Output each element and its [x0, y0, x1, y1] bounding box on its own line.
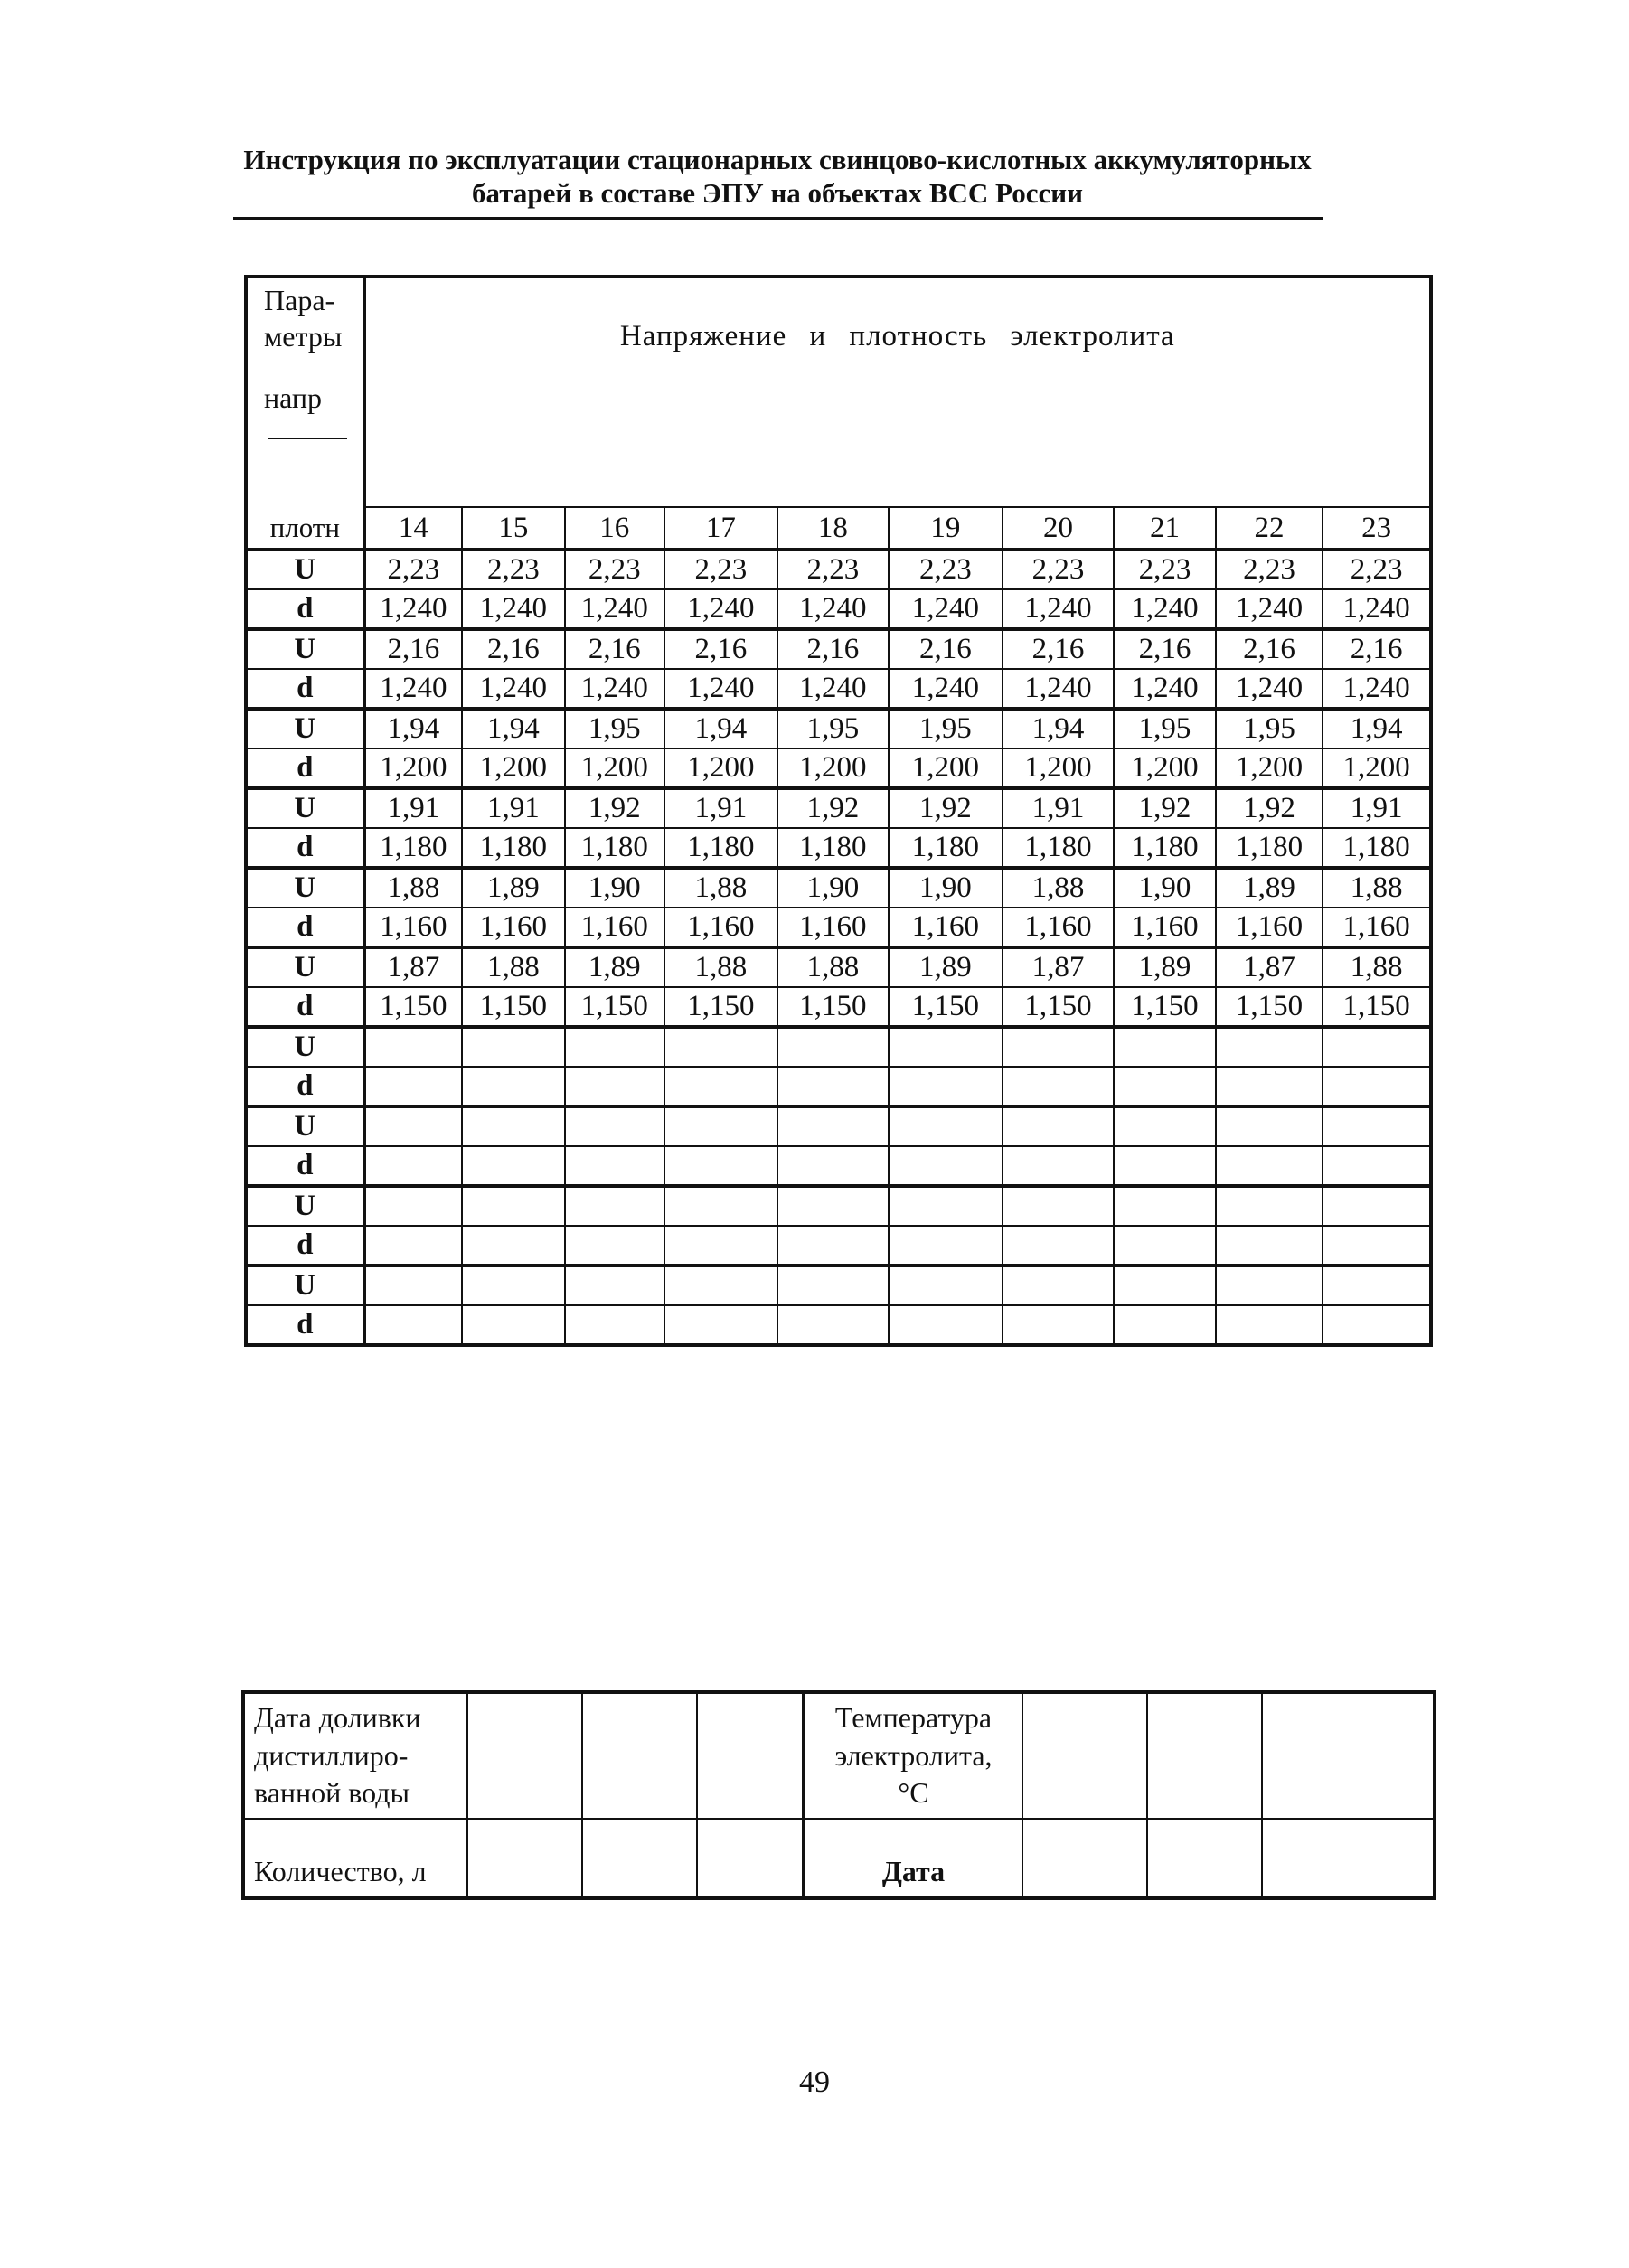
param-label: d	[246, 1226, 364, 1266]
value-cell: 1,87	[1216, 947, 1323, 987]
value-cell: 1,150	[1216, 987, 1323, 1027]
value-cell: 1,88	[777, 947, 890, 987]
table-row	[246, 1146, 1431, 1186]
value-cell[interactable]	[1003, 1067, 1115, 1106]
value-cell: 1,89	[1114, 947, 1216, 987]
value-cell: 2,23	[1323, 550, 1431, 589]
value-cell: 1,180	[1003, 828, 1115, 868]
value-cell[interactable]	[1003, 1226, 1115, 1266]
value-cell: 2,23	[565, 550, 664, 589]
table-row	[246, 709, 1431, 748]
value-cell[interactable]	[889, 1186, 1003, 1226]
value-cell: 1,200	[777, 748, 890, 788]
value-cell: 1,160	[777, 908, 890, 947]
value-cell[interactable]	[1114, 1186, 1216, 1226]
value-cell[interactable]	[1216, 1027, 1323, 1067]
params-divider	[268, 438, 347, 439]
header-line-2: батарей в составе ЭПУ на объектах ВСС России	[472, 177, 1083, 210]
value-cell: 1,90	[565, 868, 664, 908]
value-cell[interactable]	[1003, 1146, 1115, 1186]
value-cell[interactable]	[889, 1146, 1003, 1186]
value-cell[interactable]	[1003, 1266, 1115, 1305]
value-cell[interactable]	[364, 1106, 462, 1146]
value-cell[interactable]	[664, 1266, 777, 1305]
value-cell: 1,150	[462, 987, 565, 1027]
params-label-1: Пара-	[264, 284, 335, 316]
value-cell: 1,180	[1323, 828, 1431, 868]
voltage-density-table	[244, 275, 1433, 1347]
value-cell: 1,94	[364, 709, 462, 748]
value-cell: 2,16	[462, 629, 565, 669]
value-cell: 2,16	[1114, 629, 1216, 669]
value-cell[interactable]	[664, 1027, 777, 1067]
value-cell[interactable]	[1323, 1106, 1431, 1146]
value-cell[interactable]	[664, 1305, 777, 1345]
value-cell: 1,180	[777, 828, 890, 868]
value-cell: 1,160	[889, 908, 1003, 947]
value-cell: 1,150	[565, 987, 664, 1027]
value-cell: 1,150	[889, 987, 1003, 1027]
value-cell: 1,91	[1323, 788, 1431, 828]
table-row	[246, 868, 1431, 908]
table-row	[246, 629, 1431, 669]
value-cell[interactable]	[565, 1186, 664, 1226]
value-cell: 1,160	[1114, 908, 1216, 947]
temperature-cell[interactable]	[1147, 1692, 1262, 1819]
value-cell[interactable]	[889, 1027, 1003, 1067]
value-cell: 2,16	[1323, 629, 1431, 669]
value-cell: 1,180	[1114, 828, 1216, 868]
value-cell: 1,88	[1003, 868, 1115, 908]
value-cell: 2,16	[889, 629, 1003, 669]
value-cell: 1,200	[1323, 748, 1431, 788]
value-cell: 1,89	[565, 947, 664, 987]
value-cell: 2,16	[1216, 629, 1323, 669]
value-cell[interactable]	[777, 1186, 890, 1226]
value-cell[interactable]	[1323, 1305, 1431, 1345]
value-cell[interactable]	[364, 1027, 462, 1067]
value-cell: 1,240	[565, 589, 664, 629]
value-cell: 1,240	[462, 669, 565, 709]
value-cell: 1,150	[1114, 987, 1216, 1027]
value-cell: 2,23	[664, 550, 777, 589]
value-cell[interactable]	[1216, 1146, 1323, 1186]
value-cell: 1,91	[462, 788, 565, 828]
value-cell[interactable]	[1323, 1027, 1431, 1067]
value-cell: 1,180	[565, 828, 664, 868]
quantity-cell[interactable]	[467, 1819, 582, 1898]
value-cell: 2,16	[1003, 629, 1115, 669]
value-cell: 2,23	[777, 550, 890, 589]
value-cell[interactable]	[777, 1067, 890, 1106]
value-cell: 1,180	[664, 828, 777, 868]
value-cell: 2,23	[462, 550, 565, 589]
value-cell: 1,160	[364, 908, 462, 947]
params-header-cell	[246, 277, 364, 507]
value-cell: 1,240	[1323, 669, 1431, 709]
value-cell: 1,95	[1114, 709, 1216, 748]
value-cell: 1,240	[565, 669, 664, 709]
value-cell: 1,240	[777, 589, 890, 629]
table-row	[246, 550, 1431, 589]
date-cell[interactable]	[1147, 1819, 1262, 1898]
refill-date-cell[interactable]	[697, 1692, 804, 1819]
value-cell: 1,240	[1216, 589, 1323, 629]
value-cell: 1,180	[462, 828, 565, 868]
value-cell: 1,160	[462, 908, 565, 947]
value-cell: 1,88	[664, 947, 777, 987]
value-cell: 1,95	[565, 709, 664, 748]
column-number: 17	[664, 507, 777, 550]
value-cell[interactable]	[462, 1146, 565, 1186]
refill-date-cell[interactable]	[467, 1692, 582, 1819]
value-cell: 1,91	[664, 788, 777, 828]
value-cell[interactable]	[1216, 1266, 1323, 1305]
value-cell: 1,89	[1216, 868, 1323, 908]
value-cell: 1,91	[364, 788, 462, 828]
value-cell[interactable]	[462, 1067, 565, 1106]
value-cell[interactable]	[364, 1067, 462, 1106]
value-cell[interactable]	[565, 1106, 664, 1146]
value-cell: 1,92	[1216, 788, 1323, 828]
param-label: d	[246, 828, 364, 868]
value-cell: 1,91	[1003, 788, 1115, 828]
value-cell: 1,180	[889, 828, 1003, 868]
value-cell: 1,150	[664, 987, 777, 1027]
param-label: d	[246, 987, 364, 1027]
value-cell[interactable]	[364, 1146, 462, 1186]
value-cell: 2,23	[889, 550, 1003, 589]
value-cell[interactable]	[364, 1186, 462, 1226]
value-cell[interactable]	[565, 1226, 664, 1266]
value-cell: 1,200	[664, 748, 777, 788]
table-row	[246, 1067, 1431, 1106]
value-cell: 1,87	[364, 947, 462, 987]
quantity-cell[interactable]	[697, 1819, 804, 1898]
value-cell[interactable]	[1114, 1226, 1216, 1266]
value-cell: 1,160	[1216, 908, 1323, 947]
value-cell[interactable]	[664, 1067, 777, 1106]
value-cell[interactable]	[1003, 1027, 1115, 1067]
value-cell: 1,95	[889, 709, 1003, 748]
params-label-density: плотн	[246, 507, 364, 550]
param-label: d	[246, 908, 364, 947]
value-cell[interactable]	[1323, 1226, 1431, 1266]
value-cell[interactable]	[777, 1106, 890, 1146]
document-header	[231, 143, 1324, 210]
column-number: 22	[1216, 507, 1323, 550]
value-cell[interactable]	[1114, 1027, 1216, 1067]
value-cell: 1,150	[777, 987, 890, 1027]
refill-row-1	[243, 1692, 1435, 1819]
param-label: U	[246, 629, 364, 669]
value-cell: 1,240	[1114, 589, 1216, 629]
value-cell: 1,160	[565, 908, 664, 947]
table-row	[246, 589, 1431, 629]
value-cell[interactable]	[565, 1146, 664, 1186]
value-cell: 1,92	[889, 788, 1003, 828]
value-cell: 1,240	[1114, 669, 1216, 709]
value-cell[interactable]	[889, 1266, 1003, 1305]
temperature-cell[interactable]	[1262, 1692, 1435, 1819]
value-cell: 1,88	[1323, 947, 1431, 987]
value-cell: 1,92	[565, 788, 664, 828]
value-cell: 1,240	[1003, 589, 1115, 629]
value-cell: 1,240	[462, 589, 565, 629]
value-cell[interactable]	[565, 1266, 664, 1305]
column-number: 20	[1003, 507, 1115, 550]
date-cell[interactable]	[1262, 1819, 1435, 1898]
table-row	[246, 908, 1431, 947]
value-cell: 1,94	[1003, 709, 1115, 748]
value-cell[interactable]	[1216, 1067, 1323, 1106]
value-cell: 1,160	[664, 908, 777, 947]
refill-row-2	[243, 1819, 1435, 1898]
value-cell: 1,180	[364, 828, 462, 868]
value-cell[interactable]	[462, 1226, 565, 1266]
value-cell[interactable]	[1216, 1305, 1323, 1345]
value-cell: 1,94	[462, 709, 565, 748]
temperature-label: Температура электролита, °С	[804, 1692, 1022, 1819]
value-cell[interactable]	[1323, 1266, 1431, 1305]
value-cell: 1,200	[1216, 748, 1323, 788]
value-cell[interactable]	[664, 1226, 777, 1266]
header-rule	[233, 217, 1323, 220]
value-cell[interactable]	[565, 1027, 664, 1067]
table-row	[246, 748, 1431, 788]
value-cell[interactable]	[1114, 1146, 1216, 1186]
value-cell[interactable]	[664, 1186, 777, 1226]
value-cell[interactable]	[462, 1027, 565, 1067]
date-cell[interactable]	[1022, 1819, 1147, 1898]
value-cell[interactable]	[889, 1305, 1003, 1345]
value-cell[interactable]	[1323, 1067, 1431, 1106]
quantity-cell[interactable]	[582, 1819, 697, 1898]
refill-date-label: Дата доливки дистиллиро- ванной воды	[243, 1692, 467, 1819]
value-cell: 2,23	[1003, 550, 1115, 589]
value-cell: 1,150	[1323, 987, 1431, 1027]
table-header-row	[246, 277, 1431, 507]
value-cell: 1,150	[364, 987, 462, 1027]
param-label: U	[246, 868, 364, 908]
param-label: U	[246, 709, 364, 748]
value-cell[interactable]	[364, 1226, 462, 1266]
value-cell: 1,95	[1216, 709, 1323, 748]
value-cell[interactable]	[1216, 1226, 1323, 1266]
value-cell: 2,16	[565, 629, 664, 669]
value-cell: 1,88	[664, 868, 777, 908]
value-cell[interactable]	[364, 1305, 462, 1345]
value-cell: 1,200	[889, 748, 1003, 788]
value-cell[interactable]	[1114, 1067, 1216, 1106]
value-cell: 1,180	[1216, 828, 1323, 868]
header-line-1: Инструкция по эксплуатации стационарных свинцово-кислотных аккумуляторных	[243, 144, 1312, 175]
value-cell: 1,240	[364, 589, 462, 629]
value-cell: 1,90	[1114, 868, 1216, 908]
page-number: 49	[799, 2066, 830, 2099]
value-cell: 2,23	[364, 550, 462, 589]
param-label: U	[246, 947, 364, 987]
value-cell: 2,23	[1216, 550, 1323, 589]
param-label: U	[246, 1027, 364, 1067]
param-label: d	[246, 748, 364, 788]
value-cell: 2,16	[364, 629, 462, 669]
value-cell[interactable]	[1003, 1186, 1115, 1226]
value-cell: 1,240	[364, 669, 462, 709]
param-label: U	[246, 1266, 364, 1305]
table-row	[246, 1106, 1431, 1146]
table-row	[246, 1266, 1431, 1305]
value-cell[interactable]	[1114, 1266, 1216, 1305]
refill-log-table	[241, 1690, 1436, 1900]
value-cell[interactable]	[889, 1226, 1003, 1266]
quantity-label: Количество, л	[243, 1819, 467, 1898]
table-row	[246, 947, 1431, 987]
value-cell[interactable]	[889, 1067, 1003, 1106]
value-cell[interactable]	[1323, 1146, 1431, 1186]
value-cell: 1,94	[664, 709, 777, 748]
value-cell: 1,240	[1323, 589, 1431, 629]
value-cell[interactable]	[777, 1266, 890, 1305]
value-cell[interactable]	[565, 1067, 664, 1106]
value-cell: 1,200	[462, 748, 565, 788]
value-cell[interactable]	[777, 1146, 890, 1186]
value-cell: 1,240	[889, 589, 1003, 629]
temperature-cell[interactable]	[1022, 1692, 1147, 1819]
value-cell[interactable]	[664, 1146, 777, 1186]
value-cell: 1,89	[889, 947, 1003, 987]
params-label-3: напр	[264, 381, 323, 414]
value-cell: 1,200	[364, 748, 462, 788]
param-label: d	[246, 1067, 364, 1106]
value-cell: 1,240	[889, 669, 1003, 709]
value-cell: 1,240	[1003, 669, 1115, 709]
table-row	[246, 1186, 1431, 1226]
value-cell[interactable]	[1114, 1305, 1216, 1345]
param-label: d	[246, 669, 364, 709]
value-cell: 1,88	[1323, 868, 1431, 908]
table-row	[246, 1305, 1431, 1345]
value-cell: 1,200	[565, 748, 664, 788]
value-cell[interactable]	[462, 1186, 565, 1226]
value-cell: 2,23	[1114, 550, 1216, 589]
value-cell: 1,240	[1216, 669, 1323, 709]
value-cell: 1,240	[664, 669, 777, 709]
table-row	[246, 1226, 1431, 1266]
table-row	[246, 1027, 1431, 1067]
param-label: U	[246, 1106, 364, 1146]
value-cell: 1,87	[1003, 947, 1115, 987]
refill-date-cell[interactable]	[582, 1692, 697, 1819]
column-number: 18	[777, 507, 890, 550]
value-cell: 1,92	[1114, 788, 1216, 828]
value-cell: 1,90	[777, 868, 890, 908]
value-cell: 1,88	[364, 868, 462, 908]
table-row	[246, 828, 1431, 868]
value-cell: 1,200	[1003, 748, 1115, 788]
value-cell: 1,160	[1323, 908, 1431, 947]
value-cell[interactable]	[1003, 1305, 1115, 1345]
column-number: 14	[364, 507, 462, 550]
column-number: 16	[565, 507, 664, 550]
value-cell[interactable]	[364, 1266, 462, 1305]
date-label: Дата	[804, 1819, 1022, 1898]
params-label-2: метры	[264, 320, 343, 353]
table-title: Напряжение и плотность электролита	[364, 277, 1431, 507]
value-cell: 1,240	[664, 589, 777, 629]
value-cell: 1,160	[1003, 908, 1115, 947]
value-cell: 1,95	[777, 709, 890, 748]
value-cell: 2,16	[777, 629, 890, 669]
param-label: d	[246, 1146, 364, 1186]
value-cell[interactable]	[777, 1027, 890, 1067]
value-cell[interactable]	[777, 1305, 890, 1345]
value-cell[interactable]	[565, 1305, 664, 1345]
value-cell[interactable]	[777, 1226, 890, 1266]
param-label: U	[246, 788, 364, 828]
param-label: d	[246, 589, 364, 629]
value-cell: 2,16	[664, 629, 777, 669]
value-cell: 1,150	[1003, 987, 1115, 1027]
column-numbers-row	[246, 507, 1431, 550]
value-cell: 1,200	[1114, 748, 1216, 788]
value-cell: 1,94	[1323, 709, 1431, 748]
param-label: U	[246, 550, 364, 589]
column-number: 15	[462, 507, 565, 550]
value-cell[interactable]	[1114, 1106, 1216, 1146]
value-cell[interactable]	[664, 1106, 777, 1146]
value-cell[interactable]	[1216, 1106, 1323, 1146]
value-cell[interactable]	[462, 1106, 565, 1146]
column-number: 19	[889, 507, 1003, 550]
value-cell[interactable]	[889, 1106, 1003, 1146]
param-label: d	[246, 1305, 364, 1345]
table-row	[246, 669, 1431, 709]
value-cell: 1,240	[777, 669, 890, 709]
value-cell: 1,89	[462, 868, 565, 908]
column-number: 23	[1323, 507, 1431, 550]
param-label: U	[246, 1186, 364, 1226]
table-row	[246, 788, 1431, 828]
value-cell[interactable]	[462, 1305, 565, 1345]
value-cell[interactable]	[1323, 1186, 1431, 1226]
table-row	[246, 987, 1431, 1027]
value-cell: 1,90	[889, 868, 1003, 908]
value-cell[interactable]	[462, 1266, 565, 1305]
value-cell[interactable]	[1216, 1186, 1323, 1226]
value-cell: 1,92	[777, 788, 890, 828]
column-number: 21	[1114, 507, 1216, 550]
value-cell: 1,88	[462, 947, 565, 987]
value-cell[interactable]	[1003, 1106, 1115, 1146]
